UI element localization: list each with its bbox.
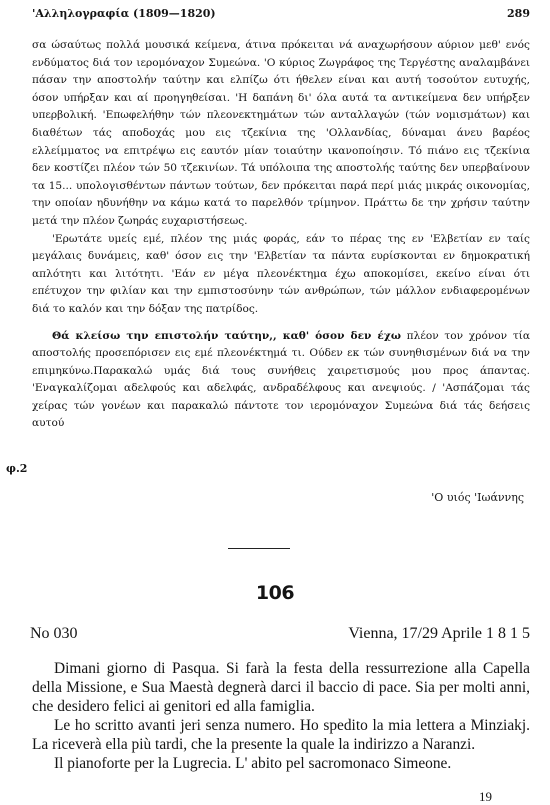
greek-paragraph-3: [32, 328, 530, 434]
footer-number: 19: [479, 789, 492, 804]
italian-letter-body: [32, 659, 530, 773]
italian-paragraph-3: Il pianoforte per la Lugrecia. L' abito pel sacromonaco Simeone.: [54, 755, 452, 772]
margin-folio-note: φ.2: [6, 462, 28, 475]
signature: 'Ο υιός 'Ιωάννης: [431, 491, 524, 504]
letter-date: Vienna, 17/29 Aprile 1 8 1 5: [348, 625, 530, 642]
letter-number: No 030: [30, 625, 78, 642]
greek-paragraph-3-bold: Θά κλείσω την επιστολήν ταύτην,, καθ' όσον δεν έχω: [52, 329, 401, 342]
header-title: 'Αλληλογραφία (1809—1820): [32, 7, 216, 20]
greek-paragraph-1: σα ώσαύτως πολλά μουσικά κείμενα, άτινα πρόκειται νά αναχωρήσουν αύριον μεθ' ενός ενδύματος διά τον ιερομόναχον Συμεώνα. 'Ο κύριος Ζωγράφος της Τεργέστης αναλαμβάνει πάσαν την αποστολήν ταύτην και ελπίζω ότι ήθελεν είναι και αυτή τοσούτον ευτυχής, όσον υπήρξαν και αί προηγηθείσαι. 'Η δαπάνη δι' όλα αυτά τα αντικείμενα δεν υπήρξεν υπερβολική. 'Επωφελήθην τών πλεονεκτημάτων τών ανταλλαγών (τών νομισμάτων) και διαθέτων τάς αποδοχάς μου εις τζεκίνια της 'Ολλανδίας, δύναμαι άνευ βαρέος ελλείμματος να επιτρέψω εις εαυτόν μίαν τοιαύτην ικανοποίησιν. Τό πιάνο εις τζεκίνια δεν κοστίζει πλέον τών 50 τζεκινίων. Τά υπόλοιπα της αποστολής ταύτης δεν υπερβαίνουν τα 15... υπολογισθέντων πάντων τούτων, δεν πρόκειται παρά περί μιάς μικράς οικονομίας, την οποίαν ηδυνήθην να κάμω κατά το παρελθόν τρίμηνον. Πράττω δε την χρήσιν ταύτην μετά την πλέον ζωηράς ευχαριστήσεως.: [32, 39, 530, 227]
running-header: [32, 7, 530, 23]
greek-letter-body: [32, 37, 530, 433]
letter-dateline: [30, 625, 530, 645]
document-number: 106: [255, 582, 295, 604]
italian-paragraph-2: Le ho scritto avanti jeri senza numero. Ho spedito la mia lettera a Minziakj. La riceverà ella più tardi, che la presente la quale la indirizzo a Naranzi.: [32, 717, 530, 753]
section-divider: [228, 548, 290, 549]
italian-paragraph-1: Dimani giorno di Pasqua. Si farà la festa della ressurrezione alla Capella della Missione, e Sua Maestà degnerà darci il baccio di pace. Sia per molti anni, che desidero felici ai genitori ed alla famiglia.: [32, 660, 530, 715]
greek-paragraph-3-rest: πλέον τον χρόνον τία αποστολής προσεπόρισεν εις εμέ πλεονέκτημά τι. Ούδεν εκ τών συνηθισμένων διά να την επιμηκύνω.Παρακαλώ υμάς διά τους συνήθεις χαιρετισμούς μου προς άπαντας. 'Εναγκαλίζομαι αδελφούς και αδελφάς, ανδραδέλφους και ανεψιούς. / 'Ασπάζομαι τάς χείρας τών γονέων και παρακαλώ πάντοτε τον ιερομόναχον Συμεώνα διά τάς δεήσεις αυτού: [32, 329, 530, 430]
greek-paragraph-2: 'Ερωτάτε υμείς εμέ, πλέον της μιάς φοράς, εάν το πέρας της εν 'Ελβετίαν εν ταίς μεγάλαις δυνάμεις, καθ' όσον εις την 'Ελβετίαν τα πάντα ευρίσκονται εν δημοκρατική απλότητι και λιτότητι. 'Εάν εν μέγα πλεονέκτημα έχω αποκομίσει, εκείνο είναι ότι επέτυχον την φιλίαν και την εμπιστοσύνην τών ανθρώπων, τών μάλλον ενδιαφερομένων διά το καλόν και την δόξαν της πατρίδος.: [32, 232, 530, 315]
page-number: 289: [507, 7, 530, 20]
